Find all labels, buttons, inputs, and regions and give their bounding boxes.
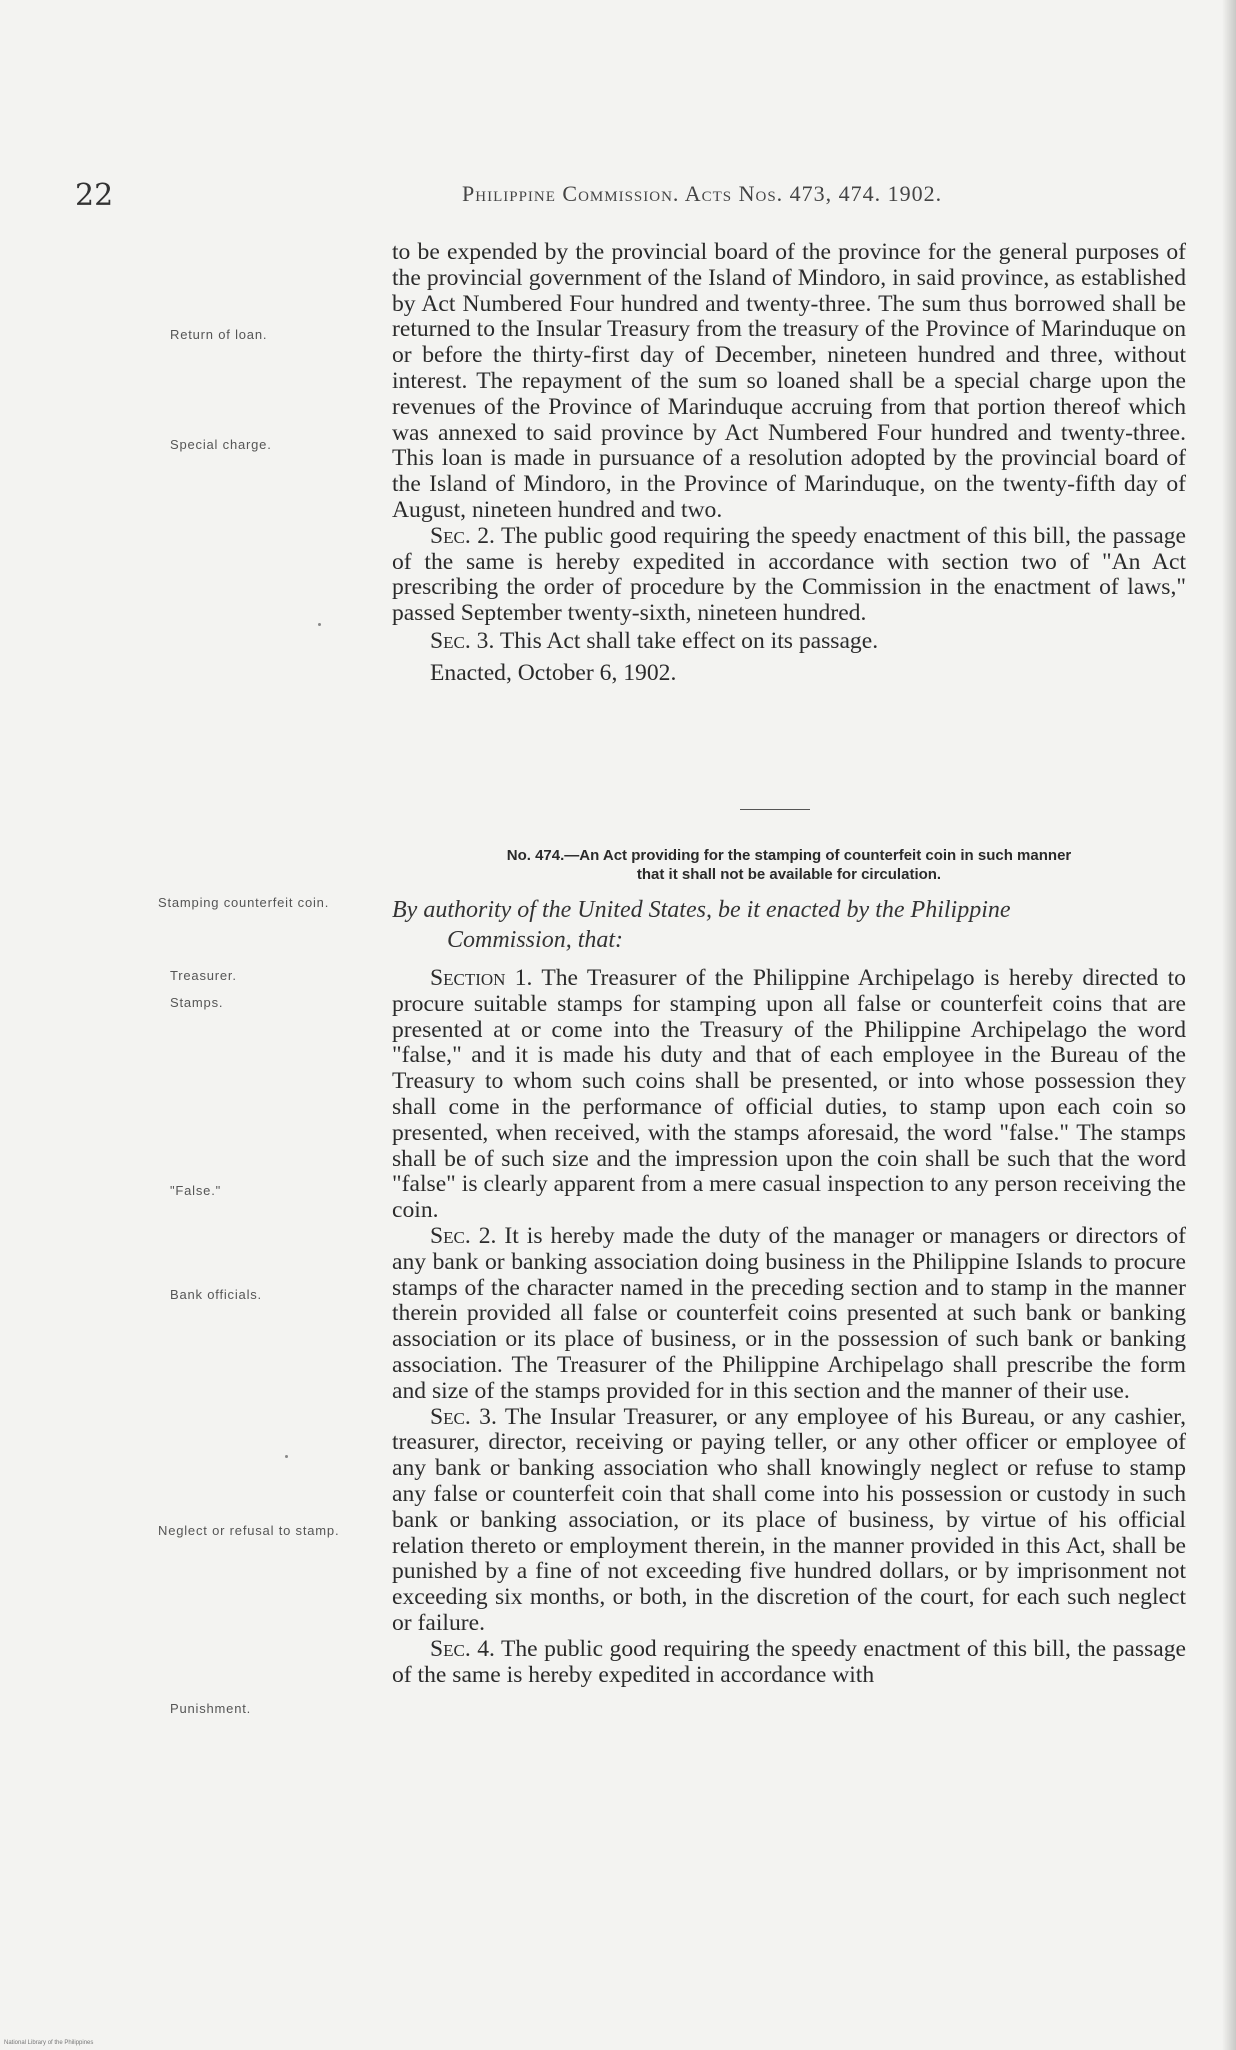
page-edge-shadow — [1222, 0, 1236, 2050]
section-label: Sec. 2. — [430, 522, 495, 549]
scan-speck — [318, 623, 321, 626]
act-473-sec2 — [392, 524, 1186, 627]
act-473-continuation — [392, 240, 1186, 687]
section-text: This Act shall take effect on its passage. — [499, 627, 879, 654]
sidenote-punishment: Punishment. — [170, 1701, 252, 1716]
sidenote-neglect-or-refusal: Neglect or refusal to stamp. — [158, 1523, 340, 1538]
act-474-body — [392, 966, 1186, 1688]
sidenote-treasurer: Treasurer. — [170, 968, 237, 983]
section-label: Sec. 4. — [430, 1635, 495, 1662]
section-text: It is hereby made the duty of the manager or managers or directors of any bank or banking association doing business in the Philippine Islands to procure stamps of the character named in the preceding section and to stamp in the manner therein provided all false or counterfeit coins presented at such bank or banking association or its place of business, or in the possession of such bank or banking association. The Treasurer of the Philippine Archipelago shall prescribe the form and size of the stamps provided for in this section and the manner of their use. — [392, 1222, 1186, 1404]
sidenote-return-of-loan: Return of loan. — [170, 327, 268, 342]
act-title-line: No. 474.—An Act providing for the stamping of counterfeit coin in such manner — [506, 847, 1072, 864]
enacting-clause-line: Commission, that: — [447, 927, 624, 953]
act-title-line: that it shall not be available for circulation. — [636, 866, 942, 883]
page-number: 22 — [75, 178, 114, 213]
section-text: The Insular Treasurer, or any employee of his Bureau, or any cashier, treasurer, director, receiving or paying teller, or any other officer or employee of any bank or banking association who shall knowingly neglect or refuse to stamp any false or counterfeit coin that shall come into his possession or custody in such bank or banking association, or its place of business, by virtue of his official relation thereto or employment therein, in the manner provided in this Act, shall be punished by a fine of not exceeding five hundred dollars, or by imprisonment not exceeding six months, or both, in the discretion of the court, for each such neglect or failure. — [392, 1403, 1186, 1636]
act-473-sec3 — [392, 629, 1186, 655]
act-474-title — [392, 846, 1186, 884]
section-label: Sec. 2. — [430, 1222, 497, 1249]
sidenote-special-charge: Special charge. — [170, 437, 272, 452]
sidenote-stamping-counterfeit-coin: Stamping counterfeit coin. — [158, 895, 330, 910]
sidenote-false: "False." — [170, 1183, 222, 1198]
enacting-clause-line: By authority of the United States, be it enacted by the Philippine — [392, 897, 1011, 923]
act-474-sec4 — [392, 1637, 1186, 1689]
act-474-sec2 — [392, 1224, 1186, 1405]
act-474-sec1 — [392, 966, 1186, 1224]
section-text: The public good requiring the speedy enactment of this bill, the passage of the same is hereby expedited in accordance with section two of "An Act prescribing the order of procedure by the Commission in the enactment of laws," passed September twenty-sixth, nineteen hundred. — [392, 522, 1186, 627]
scan-speck — [285, 1455, 288, 1458]
section-text: The Treasurer of the Philippine Archipelago is hereby directed to procure suitable stamps for stamping upon all false or counterfeit coins that are presented at or come into the Treasury of the Philippine Archipelago the word "false," and it is made his duty and that of each employee in the Bureau of the Treasury to whom such coins shall be presented, or into whose possession they shall come in the performance of official duties, to stamp upon each coin so presented, when received, with the stamps aforesaid, the word "false." The stamps shall be of such size and the impression upon the coin shall be such that the word "false" is clearly apparent from a mere casual inspection to any person receiving the coin. — [392, 965, 1186, 1224]
section-label: Sec. 3. — [430, 1403, 497, 1430]
act-474-sec3 — [392, 1405, 1186, 1637]
enactment-date: Enacted, October 6, 1902. — [430, 659, 677, 686]
scan-source-note: National Library of the Philippines — [4, 2040, 94, 2046]
sidenote-stamps: Stamps. — [170, 995, 224, 1010]
section-label: Sec. 3. — [430, 627, 495, 654]
section-label: Section 1. — [430, 965, 533, 991]
act-473-sec1-text: to be expended by the provincial board of the province for the general purposes of the provincial government of the Island of Mindoro, in said province, as established by Act Numbered Four hundred and twenty-three. The sum thus borrowed shall be returned to the Insular Treasury from the treasury of the Province of Marinduque on or before the thirty-first day of December, nineteen hundred and three, without interest. The repayment of the sum so loaned shall be a special charge upon the revenues of the Province of Marinduque accruing from that portion thereof which was annexed to said province by Act Numbered Four hundred and twenty-three. This loan is made in pursuance of a resolution adopted by the provincial board of the Island of Mindoro, in the Province of Marinduque, on the twenty-fifth day of August, nineteen hundred and two. — [392, 239, 1186, 523]
running-head: Philippine Commission. Acts Nos. 473, 474. 1902. — [462, 181, 943, 206]
section-text: The public good requiring the speedy enactment of this bill, the passage of the same is hereby expedited in accordance with — [392, 1635, 1186, 1688]
enacting-clause — [392, 895, 1186, 955]
divider-rule — [740, 809, 810, 810]
sidenote-bank-officials: Bank officials. — [170, 1287, 262, 1302]
